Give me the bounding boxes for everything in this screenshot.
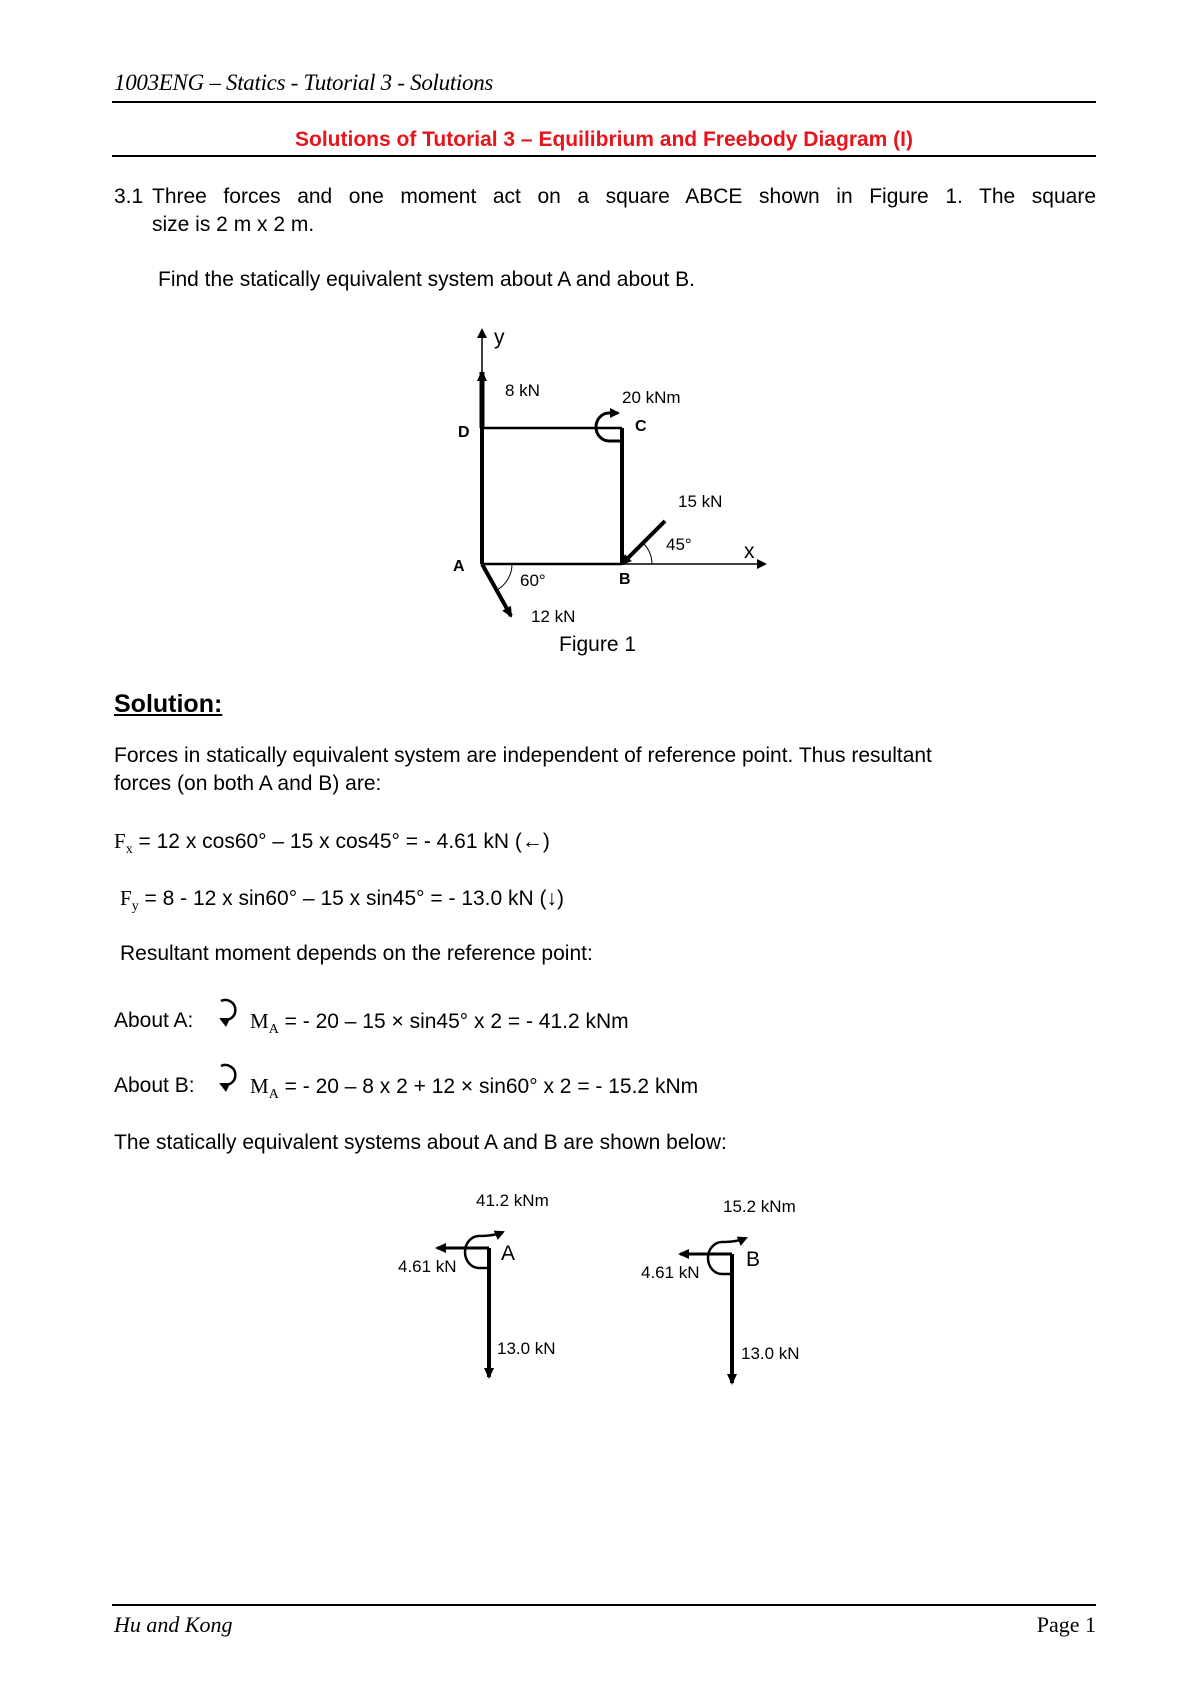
angle-45-label: 45° xyxy=(666,535,692,554)
about-b-expression: = - 20 – 8 x 2 + 12 × sin60° x 2 = - 15.2 kNm xyxy=(278,1075,699,1098)
equiv-b-horizontal-label: 4.61 kN xyxy=(641,1263,700,1282)
force-8kn-label: 8 kN xyxy=(505,381,540,400)
solution-para-1-line-2: forces (on both A and B) are: xyxy=(114,772,382,795)
fx-expression: = 12 x cos60° – 15 x cos45° = - 4.61 kN (←) xyxy=(132,830,550,853)
fy-expression: = 8 - 12 x sin60° – 15 x sin45° = - 13.0 kN (↓) xyxy=(138,887,565,910)
running-header: 1003ENG – Statics - Tutorial 3 - Solutions xyxy=(114,70,494,95)
force-12kn-label: 12 kN xyxy=(531,607,576,626)
point-b-label: B xyxy=(619,571,631,588)
footer-rule xyxy=(112,1604,1096,1606)
footer-page-number: Page 1 xyxy=(1036,1612,1096,1637)
equiv-a-moment-label: 41.2 kNm xyxy=(476,1191,549,1210)
conclusion-text: The statically equivalent systems about A and B are shown below: xyxy=(114,1131,727,1154)
point-d-label: D xyxy=(458,424,470,441)
figure-1-caption: Figure 1 xyxy=(559,633,637,656)
fy-equation xyxy=(120,884,564,921)
equiv-b-vertical-label: 13.0 kN xyxy=(741,1344,800,1363)
about-b-equation xyxy=(250,1072,698,1109)
solution-para-1-line-1: Forces in statically equivalent system are independent of reference point. Thus resultant xyxy=(114,744,932,767)
force-15kn-label: 15 kN xyxy=(678,492,723,511)
force-15kn-arrow xyxy=(622,521,665,564)
document-title: Solutions of Tutorial 3 – Equilibrium and Freebody Diagram (I) xyxy=(295,128,913,151)
equiv-b-moment-label: 15.2 kNm xyxy=(723,1197,796,1216)
question-number: 3.1 xyxy=(114,185,144,208)
moment-20knm-label: 20 kNm xyxy=(622,388,681,407)
x-axis-label: x xyxy=(744,540,755,563)
y-axis-label: y xyxy=(494,326,505,349)
fx-subscript: x xyxy=(125,842,133,858)
question-line-2: size is 2 m x 2 m. xyxy=(152,213,315,236)
equiv-a-vertical-label: 13.0 kN xyxy=(497,1339,556,1358)
about-a-equation xyxy=(250,1007,629,1044)
angle-60-arc xyxy=(497,564,512,590)
equiv-a-horizontal-label: 4.61 kN xyxy=(398,1257,457,1276)
question-line-1: Three forces and one moment act on a square ABCE shown in Figure 1. The square xyxy=(152,185,1096,208)
about-a-expression: = - 20 – 15 × sin45° x 2 = - 41.2 kNm xyxy=(278,1010,629,1033)
equiv-b-moment-arc xyxy=(708,1238,746,1274)
figure-1-diagram xyxy=(0,0,1200,700)
angle-45-arc xyxy=(643,543,652,564)
equiv-a-point-label: A xyxy=(501,1242,516,1265)
point-c-label: C xyxy=(635,418,647,435)
force-12kn-arrow xyxy=(482,564,511,616)
clockwise-sign-icon-a xyxy=(221,1000,235,1020)
fy-subscript: y xyxy=(131,899,139,915)
equiv-b-point-label: B xyxy=(746,1248,761,1271)
about-a-subscript: A xyxy=(268,1022,279,1038)
clockwise-sign-icon-b xyxy=(221,1065,235,1085)
about-b-label: About B: xyxy=(114,1074,195,1097)
footer-authors: Hu and Kong xyxy=(114,1612,233,1637)
about-b-subscript: A xyxy=(268,1087,279,1103)
question-find: Find the statically equivalent system about A and about B. xyxy=(158,268,695,291)
equiv-a-moment-arc xyxy=(465,1232,503,1268)
fy-symbol: F xyxy=(120,886,132,910)
point-a-label: A xyxy=(453,558,465,575)
about-b-m-symbol: M xyxy=(250,1074,269,1098)
angle-60-label: 60° xyxy=(520,571,546,590)
fx-equation xyxy=(114,827,550,864)
solution-heading: Solution: xyxy=(114,690,223,718)
about-a-m-symbol: M xyxy=(250,1009,269,1033)
about-a-label: About A: xyxy=(114,1009,194,1032)
fx-symbol: F xyxy=(114,829,126,853)
moment-intro: Resultant moment depends on the reference point: xyxy=(120,942,593,965)
